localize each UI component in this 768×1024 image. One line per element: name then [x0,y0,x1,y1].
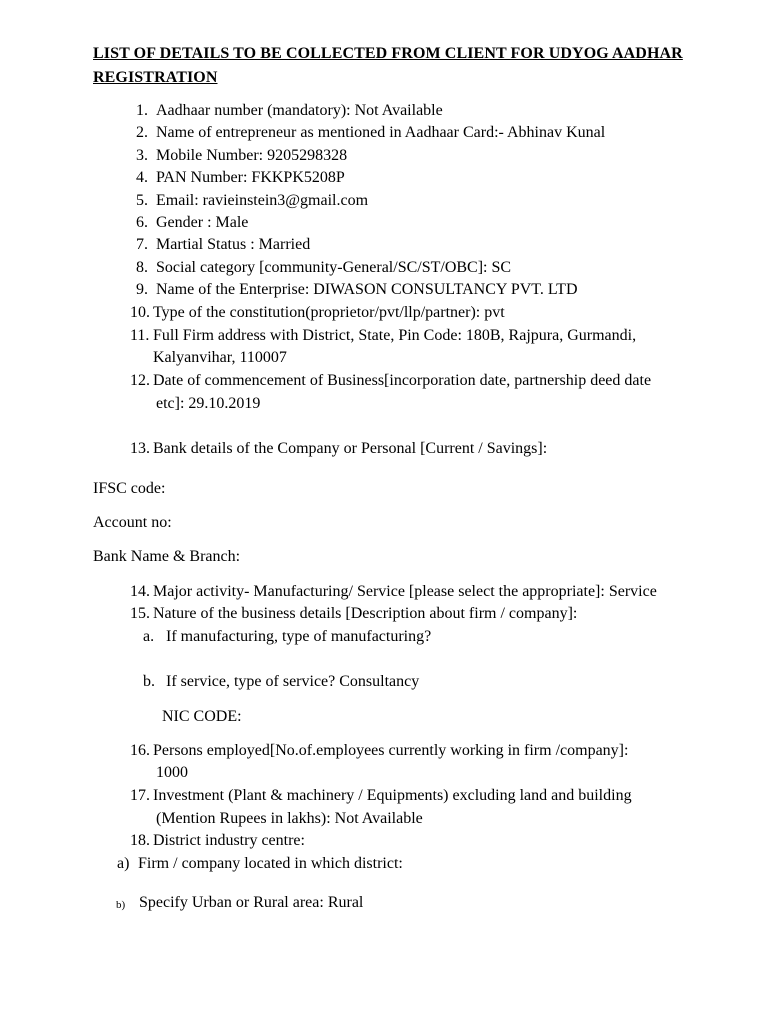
bank-branch-label: Bank Name & Branch: [93,548,241,565]
document-title: LIST OF DETAILS TO BE COLLECTED FROM CLIENT FOR UDYOG AADHAR REGISTRATION [93,45,683,86]
ifsc-label: IFSC code: [93,480,166,497]
account-label: Account no: [93,514,172,531]
nic-code-label: NIC CODE: [162,708,242,725]
document-page: LIST OF DETAILS TO BE COLLECTED FROM CLIENT FOR UDYOG AADHAR REGISTRATION 1. Aadhaar number (mandatory): Not Available 2. Name of entrepreneur as mentioned in Aadhaar Card:- Abhinav Kunal 3. Mobile Number: 9205298328 4. PAN Number: FKKPK5208P 5. Email: ravieinstein3@gmail.com 6. Gender : Male 7. Martial Status : Married 8. Social category [community-General/SC/ST/OBC]: SC 9. Name of the Enterprise: DIWASON CONSULTANCY PVT. LTD 10. Type of the constitution(proprietor/pvt/llp/partner): pvt 11. Full Firm address with District, State, Pin Code: 180B, Rajpura, Gurmandi, Kalyanvihar, 110007 12. Date of commencement of Business[incorporation date, partnership deed date etc]: 29.10.2019 13. Bank details of the Company or Personal [Current / Savings]: IFSC code: Account no: Bank Name & Branch: 14. Major activity- Manufacturing/ Service [please select the appropriate]: Service 15. Nature of the business details [Description about firm / company]: a. If manufacturing, type of manufacturing? b. If service, type of service? Consultancy NIC CODE: 16. Persons employed[No.of.employees currently working in firm /company]: 1000 17. Investment (Plant & machinery / Equipments) excluding land and building (Mention Rupees in lakhs): Not Available 18. District industry centre: a) Firm / company located in which district: b) Specify Urban or Rural area: Rural [0,0,768,1024]
